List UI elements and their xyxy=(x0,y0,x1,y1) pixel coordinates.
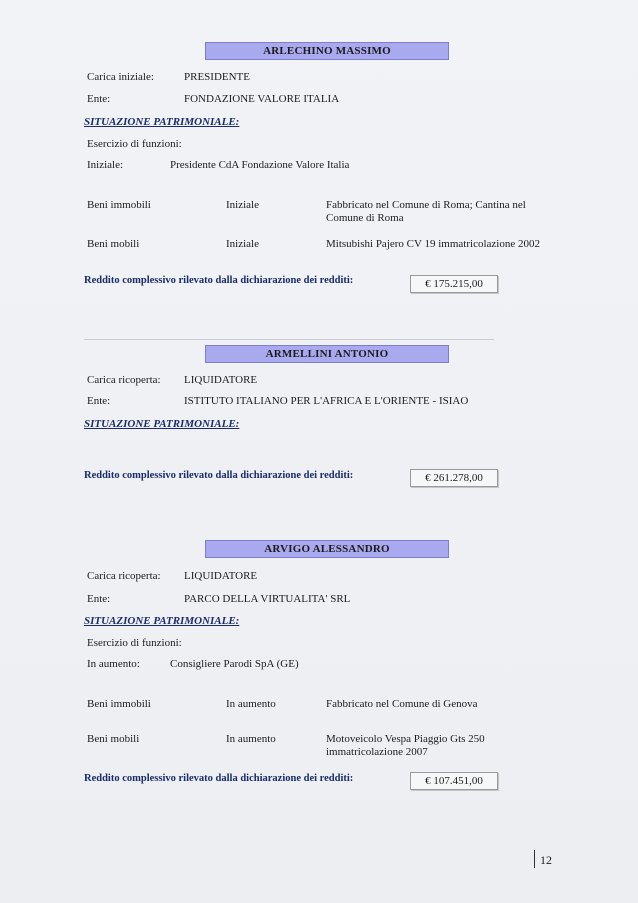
beni-mobili-label: Beni mobili xyxy=(87,238,140,250)
reddito-label: Reddito complessivo rilevato dalla dichiarazione dei redditi: xyxy=(84,773,354,784)
reddito-label: Reddito complessivo rilevato dalla dichiarazione dei redditi: xyxy=(84,470,354,481)
esercizio-funzioni-label: Esercizio di funzioni: xyxy=(87,138,182,150)
ente-value: ISTITUTO ITALIANO PER L'AFRICA E L'ORIENTE - ISIAO xyxy=(184,395,469,407)
situazione-patrimoniale-heading: SITUAZIONE PATRIMONIALE: xyxy=(84,418,240,430)
beni-immobili-tipo: In aumento xyxy=(226,698,276,710)
carica-value: LIQUIDATORE xyxy=(184,374,258,386)
carica-value: PRESIDENTE xyxy=(184,71,250,83)
ente-label: Ente: xyxy=(87,593,111,605)
reddito-amount-box: € 107.451,00 xyxy=(410,772,498,790)
situazione-patrimoniale-heading: SITUAZIONE PATRIMONIALE: xyxy=(84,615,240,627)
ente-value: FONDAZIONE VALORE ITALIA xyxy=(184,93,340,105)
carica-label: Carica ricoperta: xyxy=(87,374,161,386)
funzioni-value: Consigliere Parodi SpA (GE) xyxy=(170,658,299,670)
page-number-divider xyxy=(534,850,535,868)
person-name-header: ARVIGO ALESSANDRO xyxy=(205,540,449,558)
ente-value: PARCO DELLA VIRTUALITA' SRL xyxy=(184,593,351,605)
beni-immobili-desc: Fabbricato nel Comune di Roma; Cantina nel Comune di Roma xyxy=(326,199,526,224)
carica-label: Carica ricoperta: xyxy=(87,570,161,582)
carica-label: Carica iniziale: xyxy=(87,71,154,83)
beni-immobili-label: Beni immobili xyxy=(87,199,151,211)
carica-value: LIQUIDATORE xyxy=(184,570,258,582)
page-number: 12 xyxy=(540,853,552,867)
person-name-header: ARMELLINI ANTONIO xyxy=(205,345,449,363)
beni-mobili-desc: Mitsubishi Pajero CV 19 immatricolazione 2002 xyxy=(326,238,540,250)
beni-immobili-tipo: Iniziale xyxy=(226,199,259,211)
beni-mobili-tipo: Iniziale xyxy=(226,238,259,250)
funzioni-tipo-label: Iniziale: xyxy=(87,159,124,171)
situazione-patrimoniale-heading: SITUAZIONE PATRIMONIALE: xyxy=(84,116,240,128)
reddito-amount-box: € 175.215,00 xyxy=(410,275,498,293)
ente-label: Ente: xyxy=(87,93,111,105)
section-divider xyxy=(84,339,494,340)
beni-mobili-desc: Motoveicolo Vespa Piaggio Gts 250 immatricolazione 2007 xyxy=(326,733,485,758)
ente-label: Ente: xyxy=(87,395,111,407)
funzioni-value: Presidente CdA Fondazione Valore Italia xyxy=(170,159,350,171)
beni-immobili-desc: Fabbricato nel Comune di Genova xyxy=(326,698,478,710)
beni-mobili-label: Beni mobili xyxy=(87,733,140,745)
esercizio-funzioni-label: Esercizio di funzioni: xyxy=(87,637,182,649)
reddito-amount-box: € 261.278,00 xyxy=(410,469,498,487)
reddito-label: Reddito complessivo rilevato dalla dichiarazione dei redditi: xyxy=(84,275,354,286)
beni-immobili-label: Beni immobili xyxy=(87,698,151,710)
funzioni-tipo-label: In aumento: xyxy=(87,658,140,670)
beni-mobili-tipo: In aumento xyxy=(226,733,276,745)
person-name-header: ARLECHINO MASSIMO xyxy=(205,42,449,60)
